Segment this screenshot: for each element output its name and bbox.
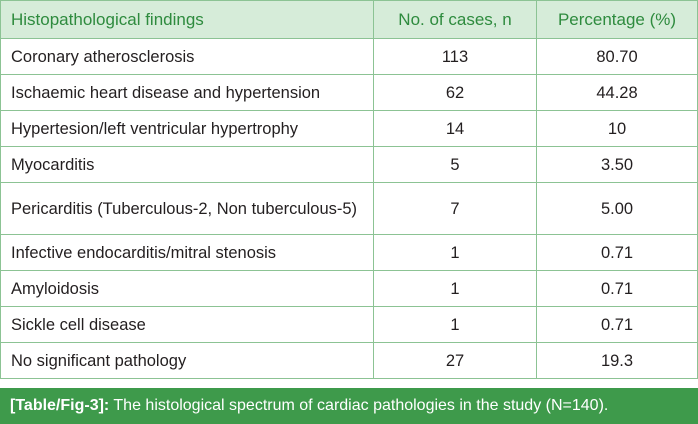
cases-cell: 14 [374,111,537,147]
percent-cell: 44.28 [537,75,698,111]
caption-text: The histological spectrum of cardiac pathologies in the study (N=140). [113,397,609,414]
table-row [1,147,698,183]
cases-cell: 7 [374,183,537,235]
finding-cell: No significant pathology [1,343,374,379]
cases-cell: 27 [374,343,537,379]
percent-cell: 0.71 [537,307,698,343]
finding-cell: Amyloidosis [1,271,374,307]
header-percentage: Percentage (%) [537,1,698,39]
percent-cell: 80.70 [537,39,698,75]
percent-cell: 3.50 [537,147,698,183]
cases-cell: 5 [374,147,537,183]
finding-cell: Infective endocarditis/mitral stenosis [1,235,374,271]
cases-cell: 62 [374,75,537,111]
caption-tag: [Table/Fig-3]: [10,397,110,414]
table-row [1,307,698,343]
percent-cell: 0.71 [537,271,698,307]
percent-cell: 5.00 [537,183,698,235]
percent-cell: 10 [537,111,698,147]
table-row [1,343,698,379]
table-row [1,75,698,111]
cases-cell: 1 [374,271,537,307]
header-findings: Histopathological findings [1,1,374,39]
table-header-row [1,1,698,39]
cases-cell: 1 [374,307,537,343]
table-row [1,271,698,307]
percent-cell: 0.71 [537,235,698,271]
table-row [1,39,698,75]
cases-cell: 113 [374,39,537,75]
cases-cell: 1 [374,235,537,271]
finding-cell: Coronary atherosclerosis [1,39,374,75]
finding-cell: Hypertesion/left ventricular hypertrophy [1,111,374,147]
percent-cell: 19.3 [537,343,698,379]
figure-caption [0,388,698,424]
table-row [1,235,698,271]
table-row [1,111,698,147]
finding-cell: Myocarditis [1,147,374,183]
header-cases: No. of cases, n [374,1,537,39]
finding-cell: Ischaemic heart disease and hypertension [1,75,374,111]
table-row [1,183,698,235]
finding-cell: Sickle cell disease [1,307,374,343]
finding-cell: Pericarditis (Tuberculous-2, Non tuberculous-5) [1,183,374,235]
